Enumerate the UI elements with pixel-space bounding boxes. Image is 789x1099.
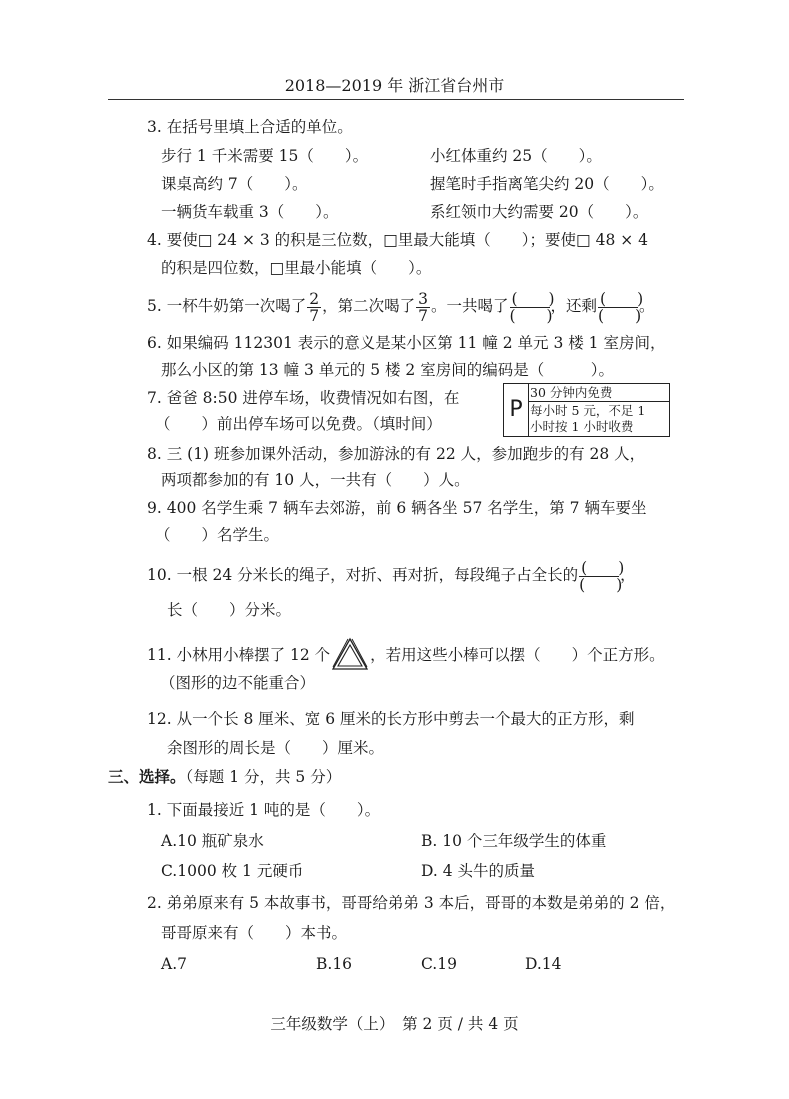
q5-fraction-second-den: 7	[418, 306, 428, 325]
q3-item-f: 系红领巾大约需要 20（ ）。	[430, 203, 649, 221]
q5-fraction-second	[416, 291, 430, 324]
q5-drunk-den-blank: ( )	[509, 306, 553, 325]
q5-drunk-num-blank: ( )	[511, 289, 555, 308]
q10-line2: 长（ ）分米。	[167, 601, 292, 619]
q10-fraction-blank	[579, 558, 625, 594]
s3-q2-line1: 2. 弟弟原来有 5 本故事书，哥哥给弟弟 3 本后，哥哥的本数是弟弟的 2 倍，	[147, 894, 676, 912]
s3-q1-option-c: C.1000 枚 1 元硬币	[161, 862, 304, 880]
q5-text-2: ，第二次喝了	[322, 297, 416, 315]
q5-line	[147, 287, 655, 325]
q10-den-blank: ( )	[579, 575, 623, 594]
q5-text-5: 。	[639, 297, 655, 315]
sign-fee-rule-2: 小时按 1 小时收费	[530, 419, 634, 434]
q10-text: 10. 一根 24 分米长的绳子，对折、再对折，每段绳子占全长的	[147, 566, 579, 584]
q3-item-e: 一辆货车载重 3（ ）。	[161, 203, 339, 221]
s3-q2-option-d: D.14	[525, 955, 562, 973]
q3-item-c: 课桌高约 7（ ）。	[161, 175, 308, 193]
q3-item-a: 步行 1 千米需要 15（ ）。	[161, 147, 369, 165]
q4-line1: 4. 要使□ 24 × 3 的积是三位数，□里最大能填（ ）；要使□ 48 × 4	[147, 231, 649, 249]
q10-line1	[147, 556, 636, 594]
header-rule	[108, 99, 684, 100]
q11-line1	[147, 645, 665, 666]
q5-fraction-second-num: 3	[418, 289, 428, 308]
triangle-sticks-icon	[330, 636, 370, 674]
sign-fee-rule-1: 每小时 5 元，不足 1	[530, 403, 646, 418]
parking-p-icon: P	[504, 384, 529, 436]
s3-q1-option-d: D. 4 头牛的质量	[421, 862, 536, 880]
s3-q1-stem: 1. 下面最接近 1 吨的是（ ）。	[147, 801, 381, 819]
q6-line1: 6. 如果编码 112301 表示的意义是某小区第 11 幢 2 单元 3 楼 1 室房间，	[147, 334, 666, 352]
q7-line1: 7. 爸爸 8:50 进停车场，收费情况如右图，在	[147, 389, 460, 407]
parking-fee-sign	[503, 383, 670, 437]
q5-fraction-first-den: 7	[309, 306, 320, 325]
q3-item-d: 握笔时手指离笔尖约 20（ ）。	[430, 175, 664, 193]
q5-fraction-first-num: 2	[309, 289, 320, 308]
section-3-title: 三、选择。	[108, 767, 186, 786]
q12-line2: 余图形的周长是（ ）厘米。	[167, 739, 385, 757]
q5-fraction-left-blank	[598, 289, 644, 325]
s3-q2-option-b: B.16	[316, 955, 353, 973]
q12-line1: 12. 从一个长 8 厘米、宽 6 厘米的长方形中剪去一个最大的正方形，剩	[147, 710, 635, 728]
sign-divider	[528, 401, 669, 402]
q5-text-4: ，还剩	[550, 297, 598, 315]
s3-q2-option-c: C.19	[421, 955, 457, 973]
s3-q1-option-b: B. 10 个三年级学生的体重	[421, 832, 607, 850]
page-header: 2018—2019 年 浙江省台州市	[284, 76, 505, 95]
s3-q2-line2: 哥哥原来有（ ）本书。	[161, 924, 348, 942]
q11-line2: （图形的边不能重合）	[160, 674, 316, 692]
q9-line1: 9. 400 名学生乘 7 辆车去郊游，前 6 辆各坐 57 名学生，第 7 辆车要坐	[147, 499, 647, 517]
q6-line2: 那么小区的第 13 幢 3 单元的 5 楼 2 室房间的编码是（ ）。	[161, 361, 614, 379]
section-3-note: （每题 1 分，共 5 分）	[185, 768, 342, 786]
q11-text-1: 11. 小林用小棒摆了 12 个	[147, 646, 331, 664]
section-3-heading	[108, 767, 341, 787]
q3-stem: 3. 在括号里填上合适的单位。	[147, 118, 353, 136]
q10-num-blank: ( )	[581, 558, 625, 577]
s3-q1-option-a: A.10 瓶矿泉水	[161, 832, 264, 850]
q8-line1: 8. 三 (1) 班参加课外活动，参加游泳的有 22 人，参加跑步的有 28 人，	[147, 445, 646, 463]
q11-text-2: ，若用这些小棒可以摆（ ）个正方形。	[370, 646, 665, 664]
q7-line2: （ ）前出停车场可以免费。（填时间）	[155, 415, 442, 433]
page-footer: 三年级数学（上） 第 2 页 / 共 4 页	[270, 1015, 519, 1033]
s3-q2-option-a: A.7	[161, 955, 187, 973]
q9-line2: （ ）名学生。	[155, 526, 280, 544]
q10-comma: ，	[620, 566, 636, 584]
q5-text-3: 。一共喝了	[430, 297, 509, 315]
q5-text-1: 5. 一杯牛奶第一次喝了	[147, 297, 307, 315]
q5-left-num-blank: ( )	[600, 289, 644, 308]
q5-fraction-first	[307, 291, 321, 324]
q3-item-b: 小红体重约 25（ ）。	[430, 147, 602, 165]
q4-line2: 的积是四位数，□里最小能填（ ）。	[161, 259, 432, 277]
sign-free-rule: 30 分钟内免费	[530, 385, 613, 400]
q5-fraction-drunk-blank	[509, 289, 555, 325]
q8-line2: 两项都参加的有 10 人，一共有（ ）人。	[161, 471, 470, 489]
q5-left-den-blank: ( )	[598, 306, 642, 325]
